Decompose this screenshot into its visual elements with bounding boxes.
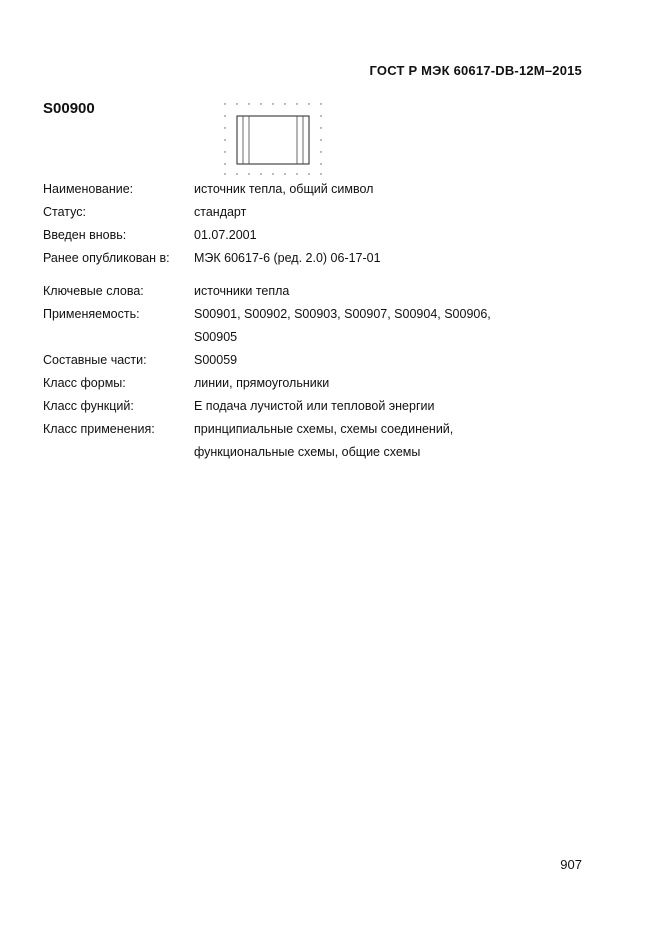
property-value: 01.07.2001 (194, 228, 257, 242)
outer-rectangle (237, 116, 309, 164)
property-label: Составные части: (43, 353, 147, 367)
property-label: Класс функций: (43, 399, 134, 413)
property-label: Введен вновь: (43, 228, 127, 242)
page-number: 907 (560, 857, 582, 872)
property-label: Класс формы: (43, 376, 126, 390)
property-value: S00059 (194, 353, 238, 367)
property-row-application-class (43, 418, 524, 464)
standard-code-header: ГОСТ Р МЭК 60617-DB-12М–2015 (369, 63, 582, 78)
heat-source-symbol-figure (222, 101, 324, 177)
property-value: линии, прямоугольники (194, 376, 330, 390)
property-row-previously-published (43, 247, 524, 270)
property-label: Статус: (43, 205, 86, 219)
property-row-introduced (43, 224, 524, 247)
property-value: принципиальные схемы, схемы соединений, функциональные схемы, общие схемы (194, 422, 454, 459)
property-label: Применяемость: (43, 307, 140, 321)
property-value: источник тепла, общий символ (194, 182, 374, 196)
property-value: S00901, S00902, S00903, S00907, S00904, S00906, S00905 (194, 307, 491, 344)
property-label: Наименование: (43, 182, 134, 196)
property-label: Ранее опубликован в: (43, 251, 170, 265)
property-value: Е подача лучистой или тепловой энергии (194, 399, 435, 413)
property-label: Ключевые слова: (43, 284, 144, 298)
property-row-status (43, 201, 524, 224)
symbol-properties (43, 178, 524, 464)
property-row-shape-class (43, 372, 524, 395)
symbol-id: S00900 (43, 100, 95, 117)
property-label: Класс применения: (43, 422, 155, 436)
property-row-applicability (43, 303, 524, 349)
property-row-components (43, 349, 524, 372)
property-row-function-class (43, 395, 524, 418)
property-value: источники тепла (194, 284, 290, 298)
property-value: стандарт (194, 205, 247, 219)
property-row-name (43, 178, 524, 201)
property-value: МЭК 60617-6 (ред. 2.0) 06-17-01 (194, 251, 381, 265)
property-row-keywords (43, 280, 524, 303)
